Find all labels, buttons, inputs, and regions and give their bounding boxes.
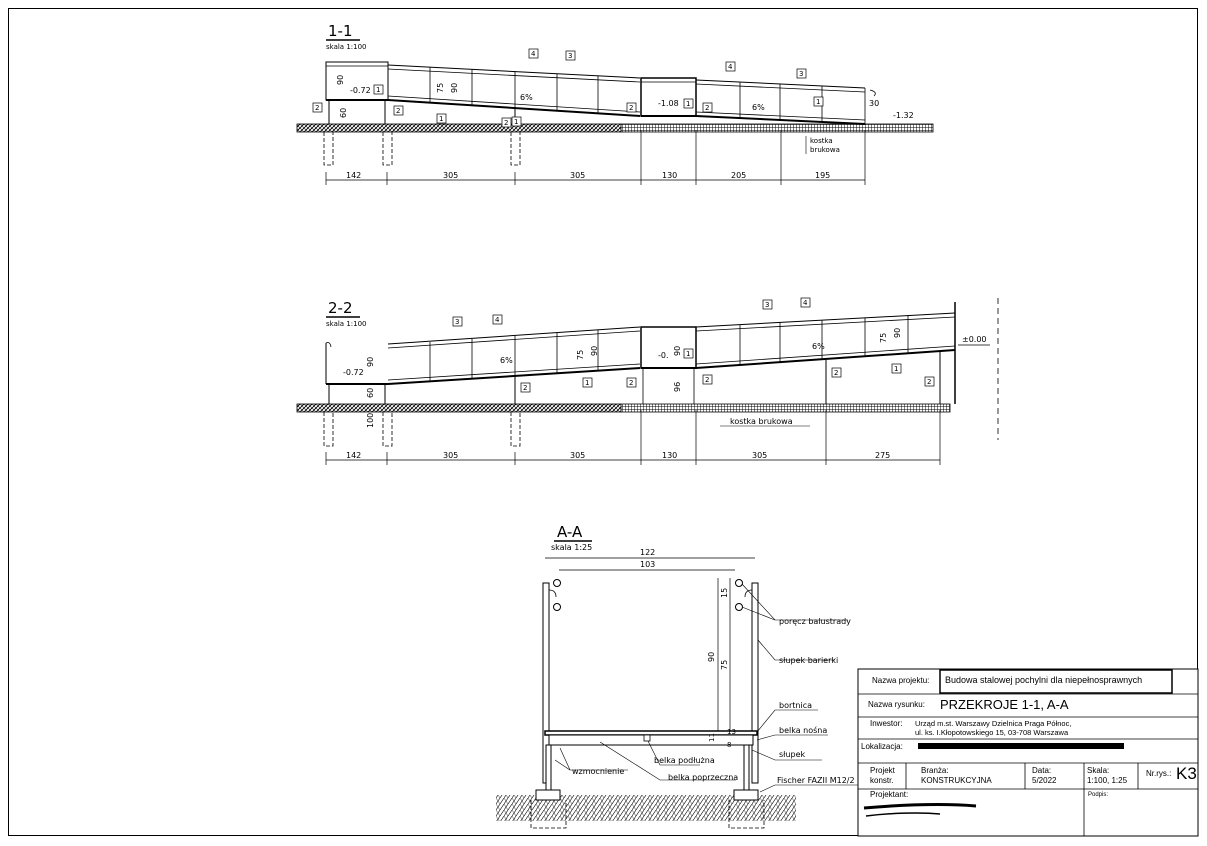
slope-1-2: 6% [500, 356, 513, 365]
section-1-1-scale: skala 1:100 [326, 43, 367, 51]
level-0-2: ±0.00 [962, 335, 987, 344]
level-2-2: -0. [658, 351, 669, 360]
section-1-1 [297, 22, 933, 185]
tb-projekt-2: konstr. [870, 776, 894, 785]
tag-9: 1 [686, 100, 691, 108]
section-aa-scale: skala 1:25 [551, 543, 593, 552]
dim-h75b-2: 75 [879, 332, 888, 343]
section-2-2 [297, 298, 998, 465]
callout-belka-podluzna: belka podłużna [654, 756, 715, 765]
tag-2-4: 1 [585, 379, 590, 387]
kostka-label-1: kostka [810, 137, 833, 145]
tag-2-12: 2 [927, 378, 932, 386]
redacted-location [918, 743, 1124, 749]
tag-14: 1 [514, 118, 519, 126]
tag-2-11: 1 [894, 365, 899, 373]
title-block [858, 669, 1198, 836]
tag-2-7: 2 [705, 376, 710, 384]
tb-investor-line1: Urząd m.st. Warszawy Dzielnica Praga Północ, [915, 719, 1072, 728]
dimension-line-2-2 [326, 410, 940, 465]
dim-90: 90 [707, 651, 716, 662]
dim-h90b: 90 [450, 82, 459, 93]
section-1-1-tags [313, 49, 823, 127]
tb-skala-value: 1:100, 1:25 [1087, 776, 1128, 785]
tag-10: 2 [705, 104, 710, 112]
tag-2-6: 1 [686, 350, 691, 358]
dim-142: 142 [346, 171, 362, 180]
tb-projektant-label: Projektant: [870, 790, 909, 799]
dim-103: 103 [640, 560, 656, 569]
tag-13: 1 [816, 98, 821, 106]
section-2-2-title: 2-2 [328, 299, 353, 317]
tag-2-10: 2 [834, 369, 839, 377]
tag-12: 3 [799, 70, 804, 78]
tag-2-3: 2 [523, 384, 528, 392]
dim-305a: 305 [443, 171, 459, 180]
dim2-275: 275 [875, 451, 891, 460]
tag-2: 2 [315, 104, 320, 112]
tb-projekt-1: Projekt [870, 766, 895, 775]
callout-bortnica: bortnica [779, 701, 812, 710]
tb-data-value: 5/2022 [1032, 776, 1057, 785]
dim-75: 75 [720, 659, 729, 670]
tb-location-label: Lokalizacja: [861, 742, 903, 751]
tb-project-value: Budowa stalowej pochylni dla niepełnosprawnych [945, 675, 1143, 685]
dim-11: 11 [708, 733, 716, 742]
dim-h90d-2: 90 [893, 327, 902, 338]
tb-skala-label: Skala: [1087, 766, 1110, 775]
tb-investor-line2: ul. ks. I.Kłopotowskiego 15, 03-708 Warszawa [915, 728, 1069, 737]
dim-h75: 75 [436, 82, 445, 93]
callout-wzmocnienie: wzmocnienie [572, 767, 625, 776]
tag-7: 2 [504, 119, 509, 127]
dim-15: 15 [720, 587, 729, 598]
dim-h75-2: 75 [576, 349, 585, 360]
tag-8: 2 [629, 104, 634, 112]
dim2-130: 130 [662, 451, 678, 460]
tb-drawing-label: Nazwa rysunku: [868, 700, 925, 709]
dim2-305b: 305 [570, 451, 586, 460]
ground-paving [621, 124, 933, 132]
ground-concrete [297, 124, 621, 132]
tag-2-5: 2 [629, 379, 634, 387]
callout-slupek-barierki: słupek barierki [779, 656, 839, 665]
tb-nrrys-label: Nr.rys.: [1146, 769, 1172, 778]
tb-nrrys-value: K3 [1176, 764, 1197, 783]
callout-slupek: słupek [779, 750, 806, 759]
kostka-label-2: brukowa [810, 146, 840, 154]
dim2-305c: 305 [752, 451, 768, 460]
tag-4: 1 [439, 115, 444, 123]
level-2: -1.08 [658, 99, 679, 108]
dim-h100-2: 100 [366, 412, 375, 428]
tb-podpis-label: Podpis: [1088, 792, 1109, 798]
callout-belka-poprzeczna: belka poprzeczna [668, 773, 739, 782]
section-2-2-tags [453, 298, 934, 392]
level-1-2: -0.72 [343, 368, 364, 377]
dim-h60-2: 60 [366, 387, 375, 398]
tag-11: 4 [728, 63, 733, 71]
section-2-2-scale: skala 1:100 [326, 320, 367, 328]
callout-porecz: poręcz balustrady [779, 617, 851, 626]
dim-305b: 305 [570, 171, 586, 180]
level-1: -0.72 [350, 86, 371, 95]
tag-2-2: 4 [495, 316, 500, 324]
tag-3: 2 [396, 107, 401, 115]
dim-h96-2: 96 [673, 381, 682, 392]
tb-data-label: Data: [1032, 766, 1052, 775]
dim-8: 8 [727, 741, 732, 749]
footings [324, 132, 520, 165]
dim-h90b-2: 90 [590, 345, 599, 356]
slope-1: 6% [520, 93, 533, 102]
dim-205: 205 [731, 171, 747, 180]
dimension-line-1-1 [326, 130, 865, 185]
section-1-1-title: 1-1 [328, 22, 353, 40]
tb-project-label: Nazwa projektu: [872, 676, 930, 685]
dim-h90-2: 90 [366, 356, 375, 367]
dim2-142: 142 [346, 451, 362, 460]
dim-13: 13 [727, 728, 736, 736]
level-3: -1.32 [893, 111, 914, 120]
tb-branza-value: KONSTRUKCYJNA [921, 776, 992, 785]
tag-2-9: 4 [803, 299, 808, 307]
dim-130: 130 [662, 171, 678, 180]
kostka-brukowa-label: kostka brukowa [730, 417, 793, 426]
callout-belka-nosna: belka nośna [779, 726, 828, 735]
dim-122: 122 [640, 548, 656, 557]
dim2-305a: 305 [443, 451, 459, 460]
section-aa-title: A-A [557, 523, 583, 541]
tb-branza-label: Branża: [921, 766, 949, 775]
slope-2-2: 6% [812, 342, 825, 351]
tb-drawing-value: PRZEKROJE 1-1, A-A [940, 697, 1069, 712]
slope-2: 6% [752, 103, 765, 112]
tag-1: 1 [376, 86, 381, 94]
dim-h30: 30 [869, 99, 880, 108]
tag-6: 3 [568, 52, 573, 60]
tag-5: 4 [531, 50, 536, 58]
tag-2-1: 3 [455, 318, 460, 326]
dim-h90: 90 [336, 74, 345, 85]
tag-2-8: 3 [765, 301, 770, 309]
callout-fischer: Fischer FAZII M12/2 [777, 776, 855, 785]
tb-investor-label: Inwestor: [870, 719, 903, 728]
dim-195: 195 [815, 171, 831, 180]
dim-h60: 60 [339, 107, 348, 118]
section-a-a [496, 523, 860, 828]
dim-h90c-2: 90 [673, 345, 682, 356]
